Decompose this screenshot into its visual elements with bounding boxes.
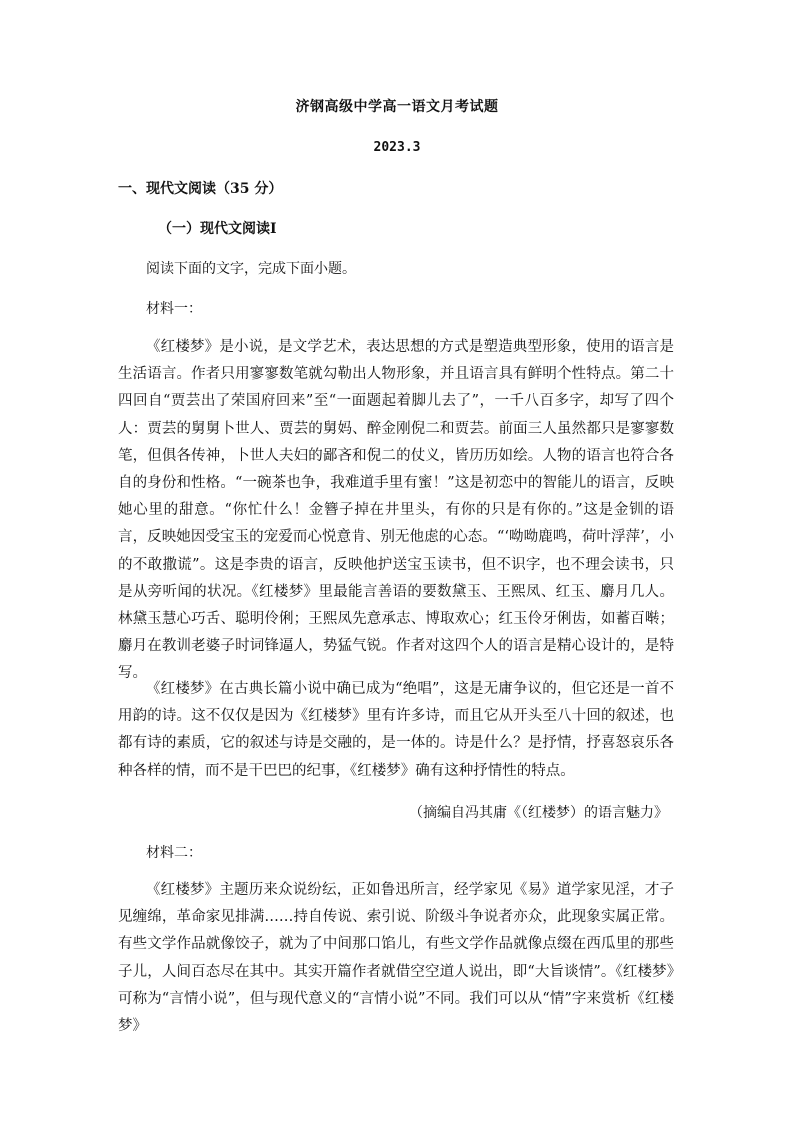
material1-paragraph-1: 《红楼梦》是小说，是文学艺术，表达思想的方式是塑造典型形象，使用的语言是生活语言。作者只用寥寥数笔就勾勒出人物形象，并且语言具有鲜明个性特点。第二十四回自“贾芸出了荣国府回来”至“一面题起着脚儿去了”，一千八百多字，却写了四个人：贾芸的舅舅卜世人、贾芸的舅妈、醉金刚倪二和贾芸。前面三人虽然都只是寥寥数笔，但俱各传神，卜世人夫妇的鄙吝和倪二的仗义，皆历历如绘。人物的语言也符合各自的身份和性格。“一碗茶也争，我难道手里有蜜！”这是初恋中的智能儿的语言，反映她心里的甜意。“你忙什么！金簪子掉在井里头，有你的只是有你的。”这是金钏的语言，反映她因受宝玉的宠爱而心悦意肯、别无他虑的心态。“‘呦呦鹿鸣，荷叶浮萍’，小的不敢撒谎”。这是李贵的语言，反映他护送宝玉读书，但不识字，也不理会读书，只是从旁听闻的状况。《红楼梦》里最能言善语的要数黛玉、王熙凤、红玉、麝月几人。林黛玉慧心巧舌、聪明伶俐；王熙凤先意承志、博取欢心；红玉伶牙俐齿，如蓄百啭；麝月在教训老婆子时词锋逼人，势猛气锐。作者对这四个人的语言是精心设计的，是特写。: [118, 339, 674, 682]
reading-instruction: 阅读下面的文字，完成下面小题。: [146, 261, 356, 277]
subsection-heading: （一）现代文阅读Ⅰ: [158, 221, 277, 237]
material1-source-citation: （摘编自冯其庸《（红楼梦）的语言魅力》: [409, 805, 668, 821]
document-title: 济钢高级中学高一语文月考试题: [295, 99, 499, 115]
material2-label: 材料二：: [146, 845, 202, 861]
material2-paragraph-1: 《红楼梦》主题历来众说纷纭，正如鲁迅所言，经学家见《易》道学家见淫，才子见缠绵，革命家见排满……持自传说、索引说、阶级斗争说者亦众，此现象实属正常。有些文学作品就像饺子，就为了中间那口馅儿，有些文学作品就像点缀在西瓜里的那些子儿，人间百态尽在其中。其实开篇作者就借空空道人说出，即“大旨谈情”。《红楼梦》可称为“言情小说”，但与现代意义的“言情小说”不同。我们可以从“情”字来赏析《红楼梦》: [118, 882, 674, 1035]
section-heading: 一、现代文阅读（35 分）: [118, 181, 283, 197]
material1-paragraph-2: 《红楼梦》在古典长篇小说中确已成为“绝唱”，这是无庸争议的，但它还是一首不用韵的诗。这不仅仅是因为《红楼梦》里有许多诗，而且它从开头至八十回的叙述，也都有诗的素质，它的叙述与诗是交融的，是一体的。诗是什么？是抒情，抒喜怒哀乐各种各样的情，而不是干巴巴的纪事，《红楼梦》确有这种抒情性的特点。: [118, 681, 674, 779]
material1-label: 材料一：: [146, 301, 202, 317]
document-date: 2023.3: [373, 140, 421, 155]
